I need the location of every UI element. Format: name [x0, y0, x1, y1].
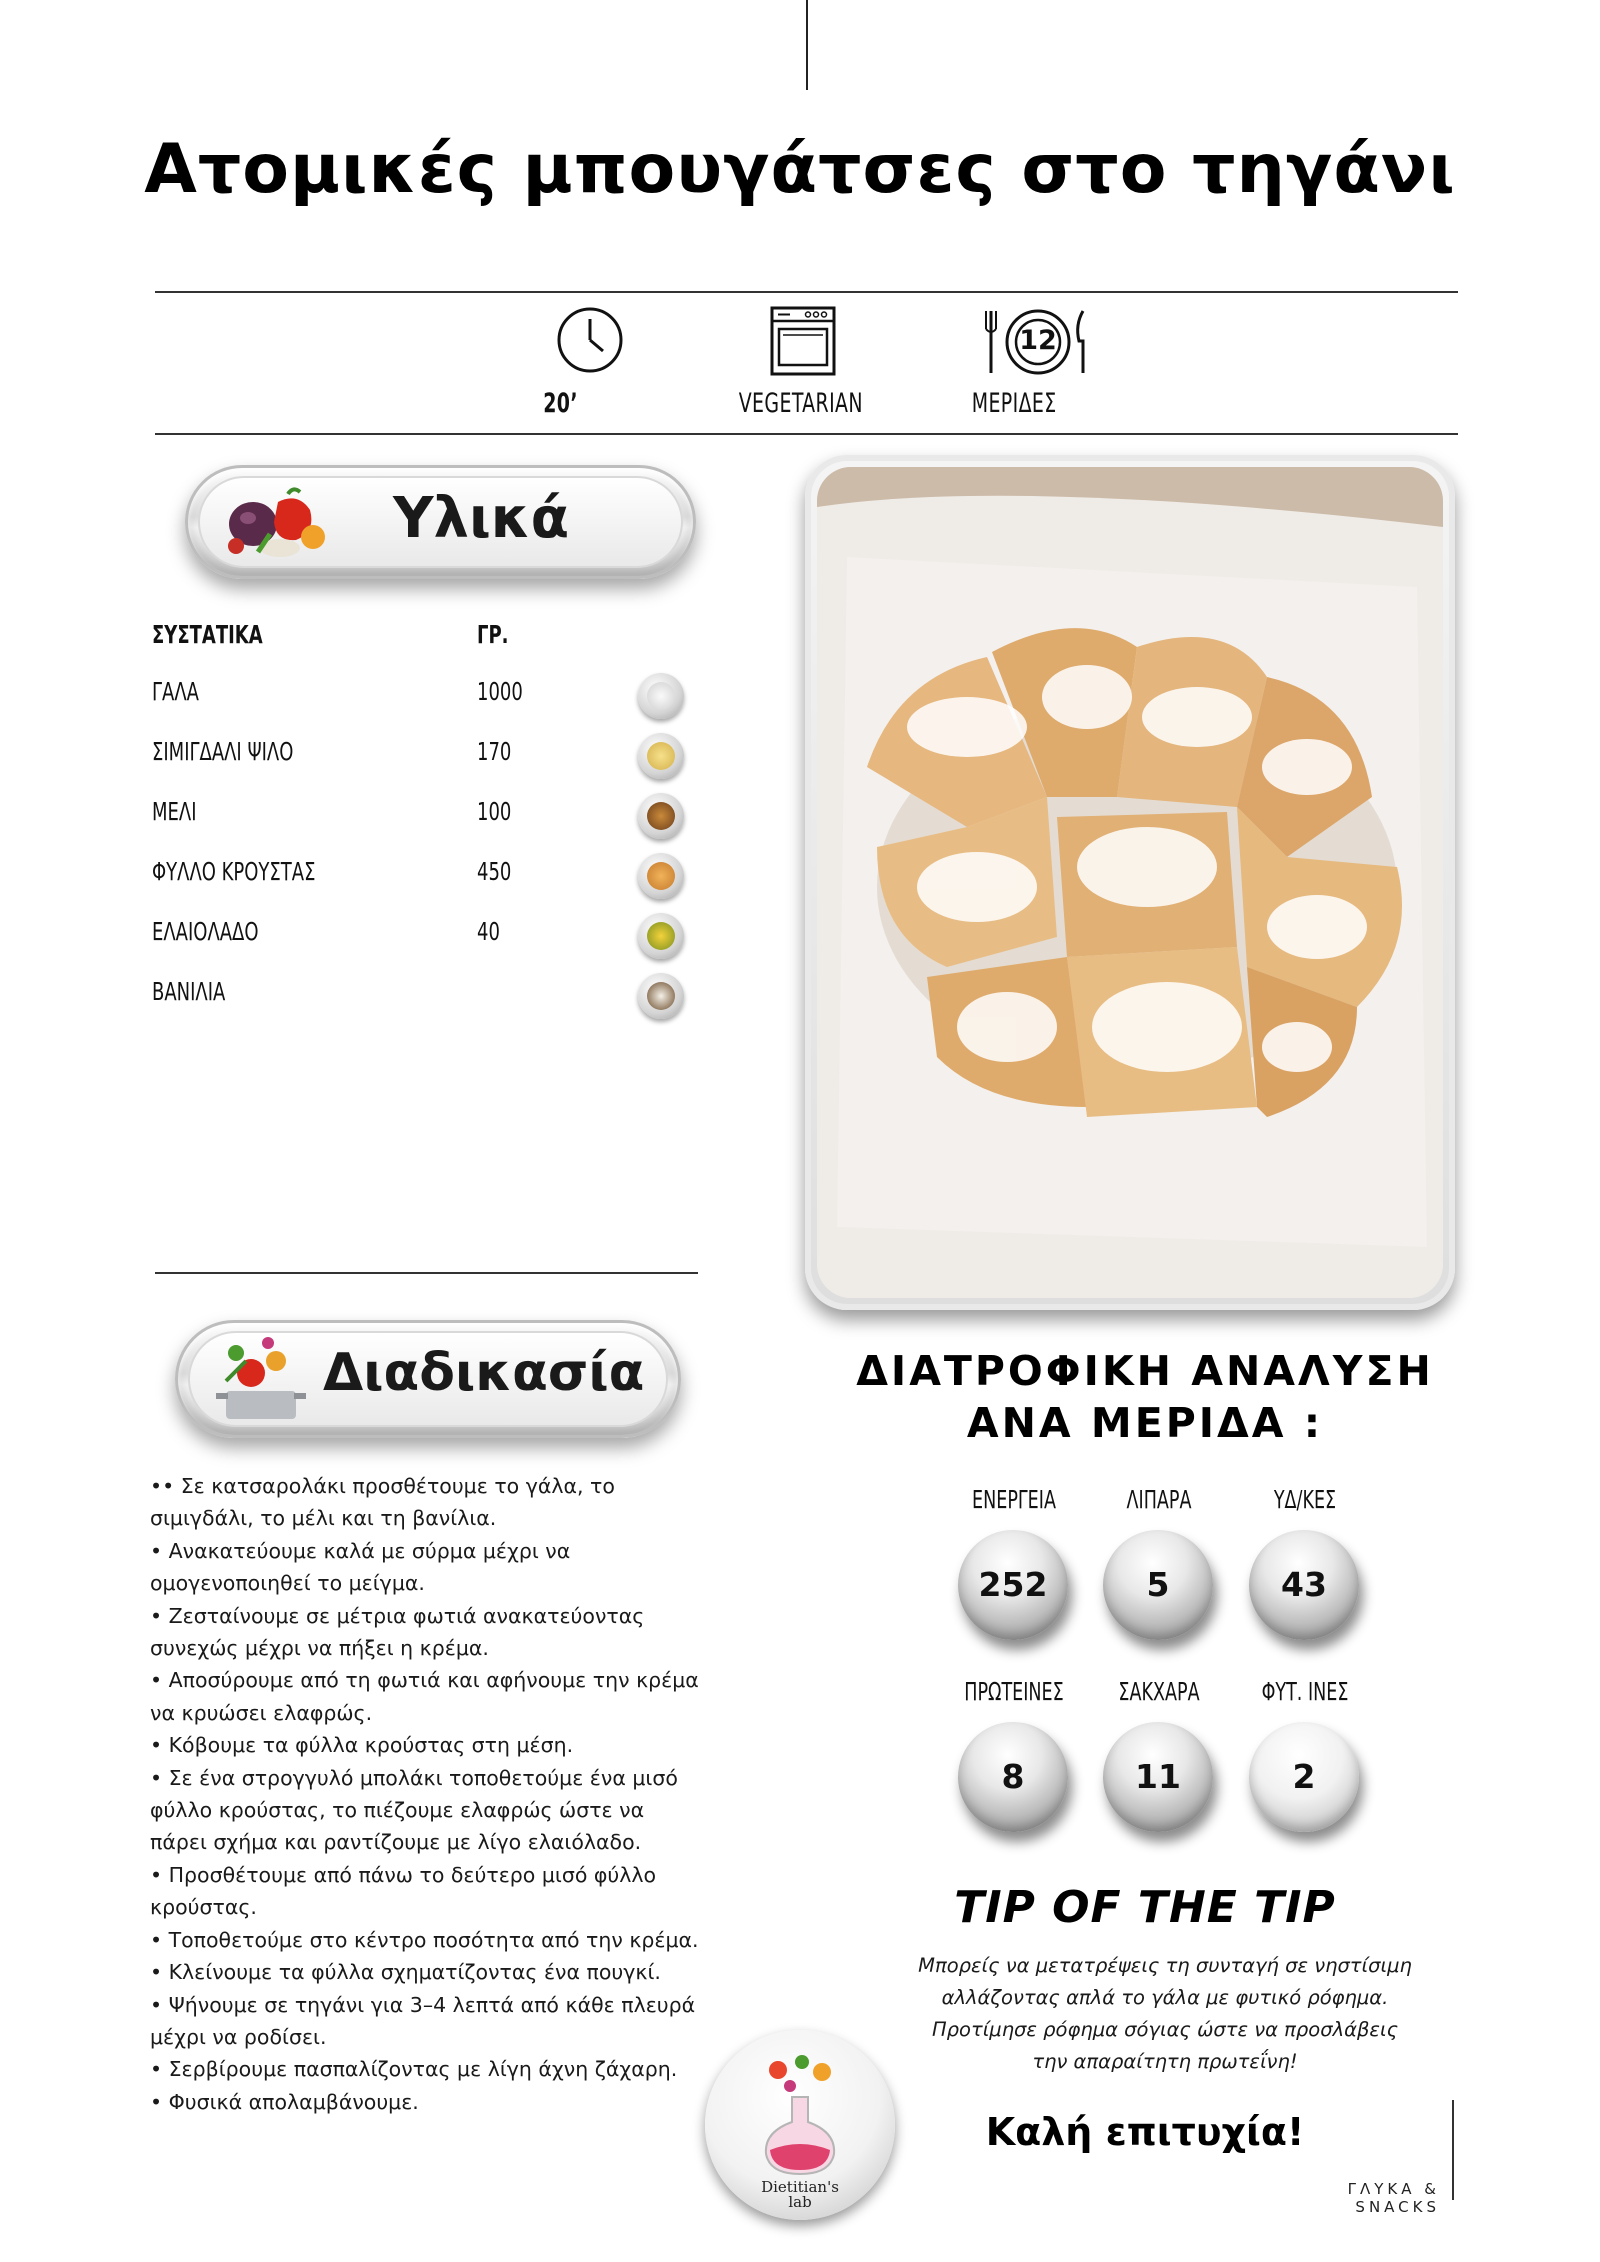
ingredient-name: ΕΛΑΙΟΛΑΔΟ [152, 917, 259, 946]
olive-oil-icon [638, 913, 684, 959]
nutrition-label-fat: ΛΙΠΑΡΑ [1126, 1485, 1192, 1514]
procedure-line: • Αποσύρουμε από τη φωτιά και αφήνουμε την κρέμα [150, 1668, 699, 1693]
dish-photo [817, 467, 1443, 1298]
time-label: 20’ [543, 388, 578, 419]
ingredient-name: ΒΑΝΙΛΙΑ [152, 977, 226, 1006]
semolina-icon [638, 733, 684, 779]
ingredient-name: ΜΕΛΙ [152, 797, 197, 826]
honey-icon [638, 793, 684, 839]
ingredient-qty: 450 [477, 857, 512, 886]
nutrition-label-energy: ΕΝΕΡΓΕΙΑ [972, 1485, 1056, 1514]
diet-meta [763, 305, 843, 381]
nutrition-value-fat: 5 [1146, 1565, 1170, 1604]
ingredient-qty: 40 [477, 917, 500, 946]
ingredient-qty: 170 [477, 737, 512, 766]
logo-line1: Dietitian's [761, 2178, 839, 2196]
ingredient-qty: 100 [477, 797, 512, 826]
nutrition-bubble-carbs [1249, 1530, 1359, 1640]
nutrition-bubble-energy [958, 1530, 1068, 1640]
procedure-line: ομογενοποιηθεί το μείγμα. [150, 1571, 425, 1596]
logo-text [705, 2180, 895, 2210]
ingredient-name: ΣΙΜΙΓΔΑΛΙ ΨΙΛΟ [152, 737, 294, 766]
nutrition-label-carbs: ΥΔ/ΚΕΣ [1273, 1485, 1337, 1514]
nutrition-label-fiber: ΦΥΤ. ΙΝΕΣ [1261, 1677, 1349, 1706]
procedure-line: • Ζεσταίνουμε σε μέτρια φωτιά ανακατεύοντας [150, 1603, 645, 1628]
nutrition-title-line2: ΑΝΑ ΜΕΡΙΔΑ : [966, 1399, 1324, 1447]
tip-line: Προτίμησε ρόφημα σόγιας ώστε να προσλάβεις [931, 2018, 1399, 2041]
ingredients-bottom-divider [155, 1272, 698, 1274]
procedure-line: • Κλείνουμε τα φύλλα σχηματίζοντας ένα πουγκί. [150, 1960, 661, 1985]
nutrition-title [845, 1345, 1445, 1449]
dish-photo-frame [805, 455, 1455, 1310]
procedure-line: • Φυσικά απολαμβάνουμε. [150, 2089, 419, 2114]
nutrition-bubble-fat [1103, 1530, 1213, 1640]
logo-line2: lab [788, 2193, 812, 2211]
diet-label: VEGETARIAN [738, 388, 863, 419]
top-divider [806, 0, 808, 90]
vegetables-icon [218, 482, 333, 562]
procedure-line: • Σερβίρουμε πασπαλίζοντας με λίγη άχνη ζάχαρη. [150, 2057, 678, 2082]
procedure-line: συνεχώς μέχρι να πήξει η κρέμα. [150, 1636, 489, 1661]
footer-divider [1452, 2100, 1454, 2200]
nutrition-bubble-protein [958, 1722, 1068, 1832]
ingredients-col-qty: ΓΡ. [477, 620, 509, 649]
ingredients-title: Υλικά [393, 486, 570, 551]
procedure-header-pill [175, 1320, 681, 1438]
procedure-line: • Σε ένα στρογγυλό μπολάκι τοποθετούμε ένα μισό [150, 1765, 678, 1790]
nutrition-value-sugar: 11 [1135, 1757, 1181, 1796]
page-title: Ατομικές μπουγάτσες στο τηγάνι [144, 130, 1456, 209]
dietitians-lab-logo [705, 2030, 895, 2220]
nutrition-bubble-sugar [1103, 1722, 1213, 1832]
procedure-line: • Ψήνουμε σε τηγάνι για 3–4 λεπτά από κάθε πλευρά [150, 1992, 696, 2017]
procedure-line: • Προσθέτουμε από πάνω το δεύτερο μισό φύλλο [150, 1862, 657, 1887]
tip-title: TIP OF THE TIP [954, 1882, 1336, 1933]
servings-label: ΜΕΡΙΔΕΣ [971, 388, 1057, 419]
nutrition-bubble-fiber [1249, 1722, 1359, 1832]
procedure-title: Διαδικασία [323, 1343, 645, 1403]
servings-count: 12 [1019, 325, 1057, 356]
nutrition-title-line1: ΔΙΑΤΡΟΦΙΚΗ ΑΝΑΛΥΣΗ [856, 1347, 1434, 1395]
procedure-line: πάρει σχήμα και ραντίζουμε με λίγο ελαιόλαδο. [150, 1830, 642, 1855]
ingredient-qty: 1000 [477, 677, 523, 706]
procedure-steps [150, 1470, 750, 2118]
tip-line: αλλάζοντας απλά το γάλα με φυτικό ρόφημα. [941, 1986, 1389, 2009]
closing-text: Καλή επιτυχία! [985, 2110, 1305, 2154]
procedure-line: κρούστας. [150, 1895, 257, 1920]
nutrition-value-carbs: 43 [1281, 1565, 1327, 1604]
meta-bottom-divider [155, 433, 1458, 435]
phyllo-icon [638, 853, 684, 899]
tip-line: την απαραίτητη πρωτεΐνη! [1032, 2050, 1298, 2073]
footer-category: ΓΛΥΚΑ & SNACKS [1347, 2180, 1440, 2216]
ingredient-name: ΦΥΛΛΟ ΚΡΟΥΣΤΑΣ [152, 857, 316, 886]
servings-meta [983, 305, 1093, 380]
cooking-pot-icon [206, 1331, 316, 1426]
tip-text [905, 1950, 1425, 2078]
procedure-line: φύλλο κρούστας, το πιέζουμε ελαφρώς ώστε να [150, 1798, 645, 1823]
procedure-line: να κρυώσει ελαφρώς. [150, 1700, 373, 1725]
flask-icon [750, 2052, 850, 2177]
tip-line: Μπορείς να μετατρέψεις τη συνταγή σε νηστίσιμη [918, 1954, 1412, 1977]
nutrition-value-protein: 8 [1001, 1757, 1025, 1796]
meta-top-divider [155, 291, 1458, 293]
milk-icon [638, 673, 684, 719]
nutrition-value-fiber: 2 [1292, 1757, 1316, 1796]
nutrition-value-energy: 252 [978, 1565, 1048, 1604]
oven-icon [768, 305, 838, 377]
procedure-line: • Ανακατεύουμε καλά με σύρμα μέχρι να [150, 1538, 571, 1563]
vanilla-icon [638, 973, 684, 1019]
time-meta [540, 305, 640, 379]
clock-icon [555, 305, 625, 375]
procedure-line: μέχρι να ροδίσει. [150, 2024, 327, 2049]
nutrition-label-sugar: ΣΑΚΧΑΡΑ [1118, 1677, 1200, 1706]
ingredients-header-pill [185, 465, 696, 579]
ingredient-name: ΓΑΛΑ [152, 677, 199, 706]
ingredients-col-name: ΣΥΣΤΑΤΙΚΑ [152, 620, 263, 649]
nutrition-label-protein: ΠΡΩΤΕΙΝΕΣ [964, 1677, 1064, 1706]
procedure-line: •• Σε κατσαρολάκι προσθέτουμε το γάλα, το [150, 1474, 615, 1498]
procedure-line: • Κόβουμε τα φύλλα κρούστας στη μέση. [150, 1733, 574, 1758]
procedure-line: • Τοποθετούμε στο κέντρο ποσότητα από την κρέμα. [150, 1927, 699, 1952]
procedure-line: σιμιγδάλι, το μέλι και τη βανίλια. [150, 1506, 497, 1531]
